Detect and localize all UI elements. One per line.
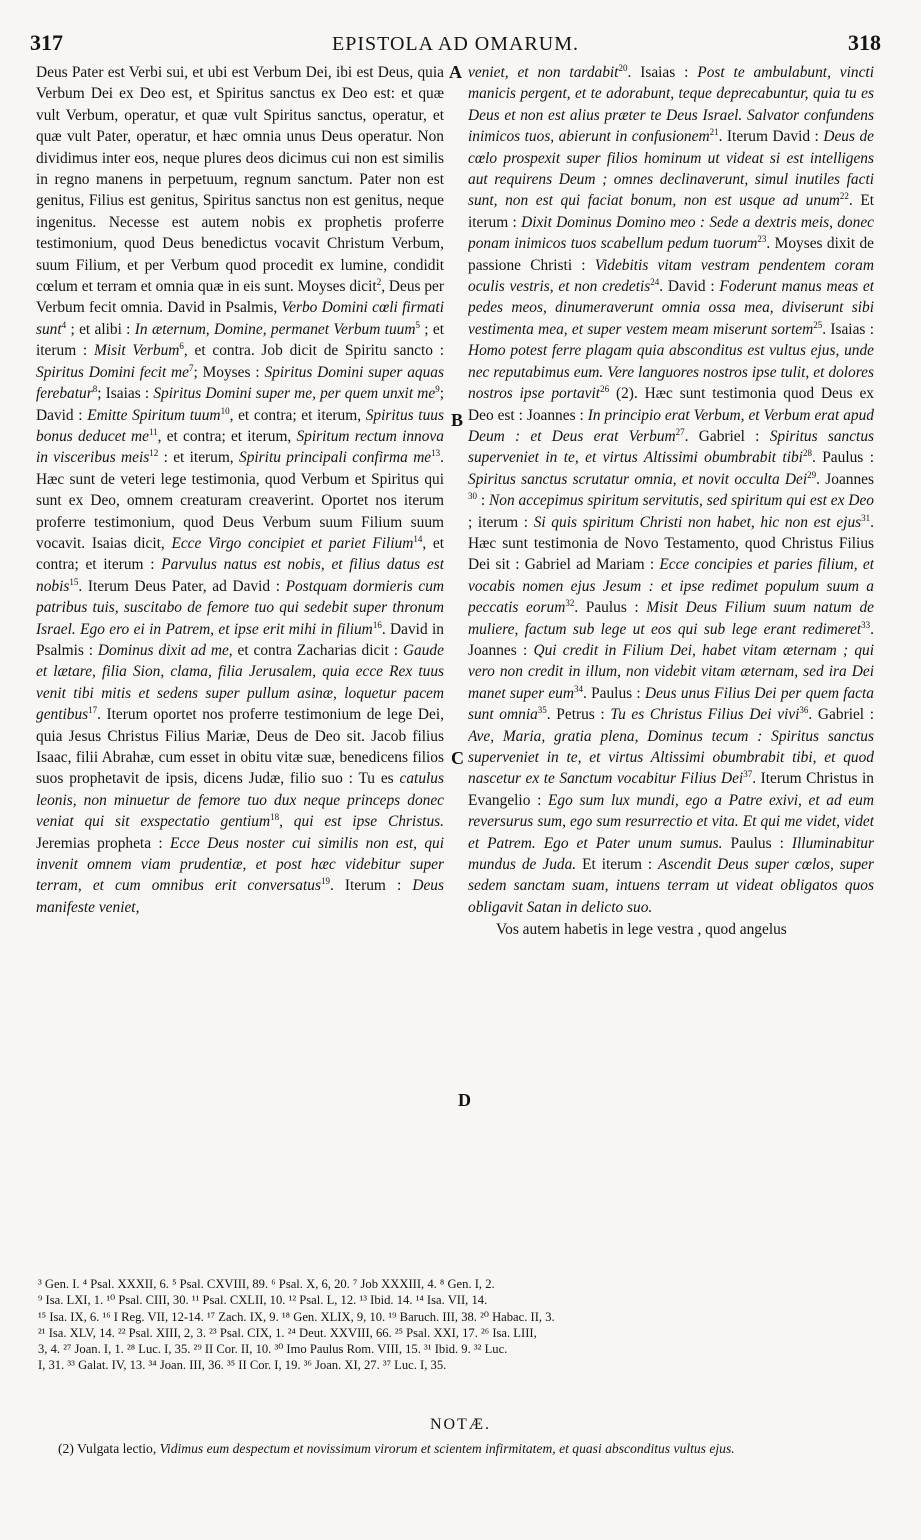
page-number-left: 317: [30, 30, 63, 55]
right-paragraph-new: Vos autem habetis in lege vestra , quod angelus: [496, 921, 787, 939]
margin-letter-a: A: [449, 62, 462, 82]
right-paragraph-continued: veniet, et non tardabit$^{20}$. Isaias : Post te ambulabunt, vincti manicis pergent, et te adorabunt, teque deprecabuntur, quia tu es Deus et non est alius præter te Deus Israel. Salvator confundens inimicos tuos, abierunt in confusionem$^{21}$. Iterum David : Deus de cœlo prospexit super filios hominum ut videat si est intelligens aut requirens Deum ; omnes declinaverunt, simul inutiles facti sunt, non est qui faciat bonum, non est usque ad unum$^{22}$. Et iterum : Dixit Dominus Domino meo : Sede a dextris meis, donec ponam inimicos tuos scabellum pedum tuorum$^{23}$. Moyses dixit de passione Christi : Videbitis vitam vestram pendentem coram oculis vestris, et non credetis$^{24}$. David : Foderunt manus meas et pedes meos, dinumeraverunt omnia ossa mea, diviserunt sibi vestimenta mea, et super vestem meam miserunt sortem$^{25}$. Isaias : Homo potest ferre plagam quia absconditus est vultus ejus, unde nec reputabimus eum. Vere languores nostros ipse tulit, et dolores nostros ipse portavit$^{26}$ (2). Hæc sunt testimonia quod Deus ex Deo est : Joannes : In principio erat Verbum, et Verbum erat apud Deum : et Deus erat Verbum$^{27}$. Gabriel : Spiritus sanctus superveniet in te, et virtus Altissimi obumbrabit tibi$^{28}$. Paulus : Spiritus sanctus scrutatur omnia, et novit occulta Dei$^{29}$. Joannes $^{30}$ : Non accepimus spiritum servitutis, sed spiritum qui est ex Deo ; iterum : Si quis spiritum Christi non habet, hic non est ejus$^{31}$. Hæc sunt testimonia de Novo Testamento, quod Christus Filius Dei sit : Gabriel ad Mariam : Ecce concipies et paries filium, et vocabis nomen ejus Jesum : et ipse redimet populum suum a peccatis eorum$^{32}$. Paulus : Misit Deus Filium suum natum de muliere, factum sub lege ut eos qui sub lege erant redimeret$^{33}$. Joannes : Qui credit in Filium Dei, habet vitam æternam ; qui vero non credit in illum, non videbit vitam æternam, sed ira Dei manet super eum$^{34}$. Paulus : Deus unus Filius Dei per quem facta sunt omnia$^{35}$. Petrus : Tu es Christus Filius Dei vivi$^{36}$. Gabriel : Ave, Maria, gratia plena, Dominus tecum : Spiritus sanctus superveniet in te, et virtus Altissimi obumbrabit tibi, et quod nascetur ex te Sanctum vocabitur Filius Dei$^{37}$. Iterum Christus in Evangelio : Ego sum lux mundi, ego a Patre exivi, et ad eum reversurus sum, ego sum resurrectio et vita. Et qui me videt, videt et Patrem. Ego et Pater unum sumus. Paulus : Illuminabitur mundus de Juda. Et iterum : Ascendit Deus super cœlos, super sedem sanctam suam, intuens terram ut videat obligatos quos obligavit Satan in delicto suo.: [468, 62, 874, 916]
margin-letter-d: D: [458, 1090, 471, 1110]
footnotes: [38, 1276, 880, 1374]
right-column: [468, 62, 874, 1262]
left-paragraph: Deus Pater est Verbi sui, et ubi est Verbum Dei, ibi est Deus, quia Verbum Dei ex Deo est, et Spiritus sanctus ex Deo est: et quæ vult Verbum, operatur, et quæ vult Spiritus sanctus, operatur, et quæ vult Pater, operatur, et hæc omnia unus Deus operatur. Non dividimus inter eos, neque plures deos dicimus cui non est similis in regno manens in perpetuum, regnum sanctum. Pater non est genitus, Filius est genitus, Spiritus sanctus non est genitus, neque ingenitus. Necesse est autem nobis ex prophetis proferre testimonium, quod Deus benedictus vocavit Christum Verbum, suum Filium, et per Verbum quod procedit ex lumine, condidit cœlum et terram et omnia quæ in eis sunt. Moyses dicit$^2$, Deus per Verbum fecit omnia. David in Psalmis, Verbo Domini cœli firmati sunt$^4$ ; et alibi : In æternum, Domine, permanet Verbum tuum$^5$ ; et iterum : Misit Verbum$^6$, et contra. Job dicit de Spiritu sancto : Spiritus Domini fecit $me^7$; Moyses : Spiritus Domini super aquas ferebatur$^8$; Isaias : Spiritus Domini super me, per quem unxit $me^9$; David : Emitte Spiritum tuum$^{10}$, et contra; et iterum, Spiritus tuus bonus deducet $me^{11}$, et contra; et iterum, Spiritum rectum innova in visceribus meis$^{12}$ : et iterum, Spiritu principali confirma $me^{13}$. Hæc sunt de veteri lege testimonia, quod Verbum et Spiritus qui sunt ex Deo, omnem creaturam creaverint. Oportet nos iterum proferre testimonium, quod Deus Verbum suum Filium suum vocavit. Isaias dicit, Ecce Virgo concipiet et pariet Filium$^{14}$, et contra; et iterum : Parvulus natus est nobis, et filius datus est nobis$^{15}$. Iterum Deus Pater, ad David : Postquam dormieris cum patribus tuis, suscitabo de femore tuo qui sedebit super thronum Israel. Ego ero ei in Patrem, et ipse erit mihi in filium$^{16}$. David in Psalmis : Dominus dixit ad me, et contra Zacharias dicit : Gaude et lætare, filia Sion, clama, filia Jerusalem, quia ecce Rex tuus venit tibi mitis et sedens super pullum asinæ, loquetur pacem gentibus$^{17}$. Iterum oportet nos proferre testimonium de lege Dei, quia Jesus Christus Filius Mariæ, Deus de Deo sit. Jacob filius Isaac, filii Abrahæ, cum esset in obitu vitæ suæ, benedicens filios suos prophetavit de ipsis, dicens Judæ, filio suo : Tu es catulus leonis, non minuetur de femore tuo dux neque princeps donec veniat qui sit exspectatio gentium$^{18}$, qui est ipse Christus. Jeremias propheta : Ecce Deus noster cui similis non est, qui invenit omnem viam prudentiæ, et post hæc videbitur super terram, et cum omnibus erit conversatus$^{19}$. Iterum : Deus manifeste veniet,: [36, 64, 444, 916]
running-header: [30, 30, 881, 60]
running-title: EPISTOLA AD OMARUM.: [332, 33, 579, 55]
note-text-intro: Vulgata lectio,: [77, 1441, 157, 1456]
footnote-line: I, 31. ³³ Galat. IV, 13. ³⁴ Joan. III, 36. ³⁵ II Cor. I, 19. ³⁶ Joan. XI, 27. ³⁷ Luc. I, 35.: [38, 1358, 447, 1373]
footnote-line: ³ Gen. I. ⁴ Psal. XXXII, 6. ⁵ Psal. CXVIII, 89. ⁶ Psal. X, 6, 20. ⁷ Job XXXIII, 4. ⁸ Gen. I, 2.: [38, 1277, 495, 1291]
left-column: [36, 62, 444, 1262]
margin-letter-c: C: [451, 748, 464, 768]
note-2: [38, 1440, 880, 1458]
footnote-line: 3, 4. ²⁷ Joan. I, 1. ²⁸ Luc. I, 35. ²⁹ II Cor. II, 10. ³⁰ Imo Paulus Rom. VIII, 15. ³¹ Ibid. 9. ³² Luc.: [38, 1342, 508, 1357]
notes-heading: NOTÆ.: [429, 1416, 492, 1433]
footnote-line: ¹⁵ Isa. IX, 6. ¹⁶ I Reg. VII, 12-14. ¹⁷ Zach. IX, 9. ¹⁸ Gen. XLIX, 9, 10. ¹⁹ Baruch. III, 38. ²⁰ Habac. II, 3.: [38, 1309, 555, 1324]
footnote-line: ⁹ Isa. LXI, 1. ¹⁰ Psal. CIII, 30. ¹¹ Psal. CXLII, 10. ¹² Psal. L, 12. ¹³ Ibid. 14. ¹⁴ Isa. VII, 14.: [38, 1293, 488, 1308]
page-number-right: 318: [848, 30, 881, 55]
margin-letter-b: B: [451, 410, 464, 430]
footnote-line: ²¹ Isa. XLV, 14. ²² Psal. XIII, 2, 3. ²³ Psal. CIX, 1. ²⁴ Deut. XXVIII, 66. ²⁵ Psal. XXI, 17. ²⁶ Isa. LIII,: [38, 1325, 537, 1340]
note-text-quote: Vidimus eum despectum et novissimum virorum et scientem infirmitatem, et quasi absconditus vultus ejus.: [159, 1441, 735, 1456]
note-number: (2): [58, 1441, 74, 1456]
